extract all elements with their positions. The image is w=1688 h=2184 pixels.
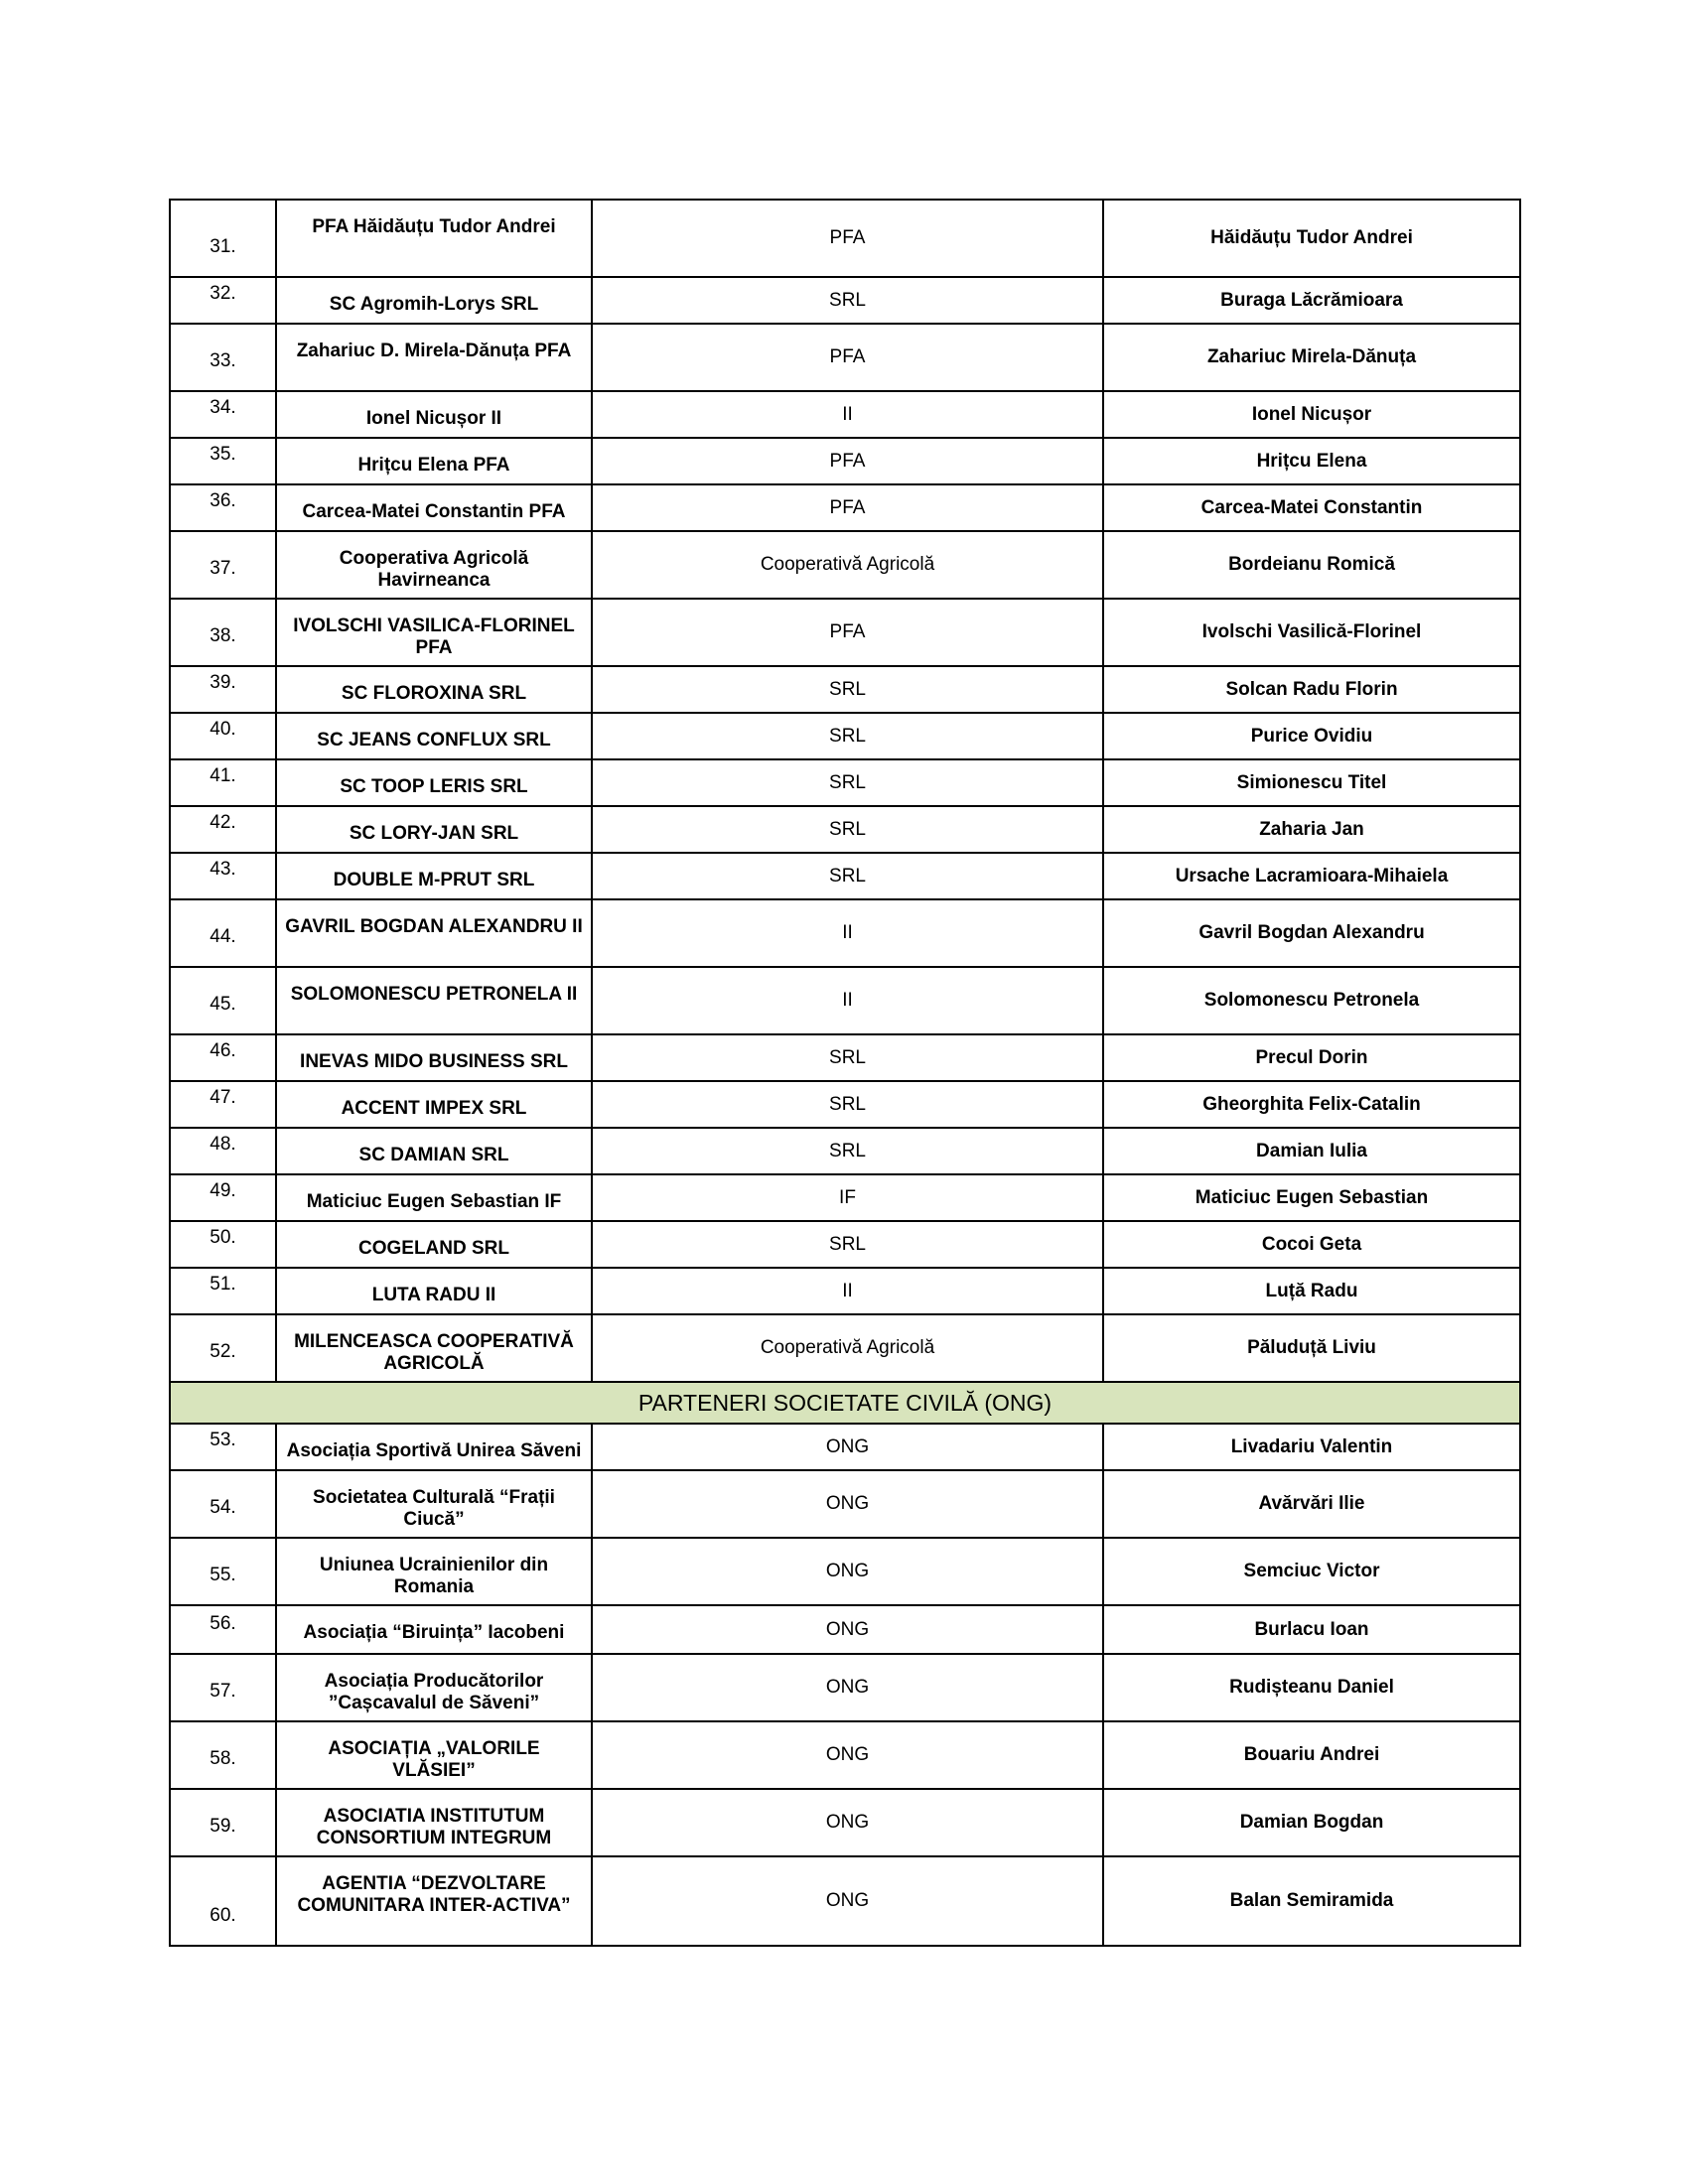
legal-form: SRL <box>592 277 1103 324</box>
row-number: 57. <box>170 1654 276 1721</box>
legal-form: PFA <box>592 438 1103 484</box>
legal-form: PFA <box>592 484 1103 531</box>
legal-representative: Cocoi Geta <box>1103 1221 1520 1268</box>
legal-form: PFA <box>592 599 1103 666</box>
section-title: PARTENERI SOCIETATE CIVILĂ (ONG) <box>170 1382 1520 1424</box>
legal-representative: Semciuc Victor <box>1103 1538 1520 1605</box>
row-number: 38. <box>170 599 276 666</box>
legal-representative: Avărvări Ilie <box>1103 1470 1520 1538</box>
legal-form: ONG <box>592 1470 1103 1538</box>
legal-representative: Maticiuc Eugen Sebastian <box>1103 1174 1520 1221</box>
row-number: 33. <box>170 324 276 391</box>
legal-form: II <box>592 967 1103 1034</box>
table-row <box>170 1470 1520 1538</box>
table-row <box>170 1034 1520 1081</box>
partner-name: IVOLSCHI VASILICA-FLORINEL PFA <box>276 599 592 666</box>
legal-form: IF <box>592 1174 1103 1221</box>
legal-form: II <box>592 391 1103 438</box>
row-number: 48. <box>170 1128 276 1174</box>
legal-form: Cooperativă Agricolă <box>592 531 1103 599</box>
section-header-row <box>170 1382 1520 1424</box>
table-row <box>170 1314 1520 1382</box>
legal-form: ONG <box>592 1721 1103 1789</box>
legal-form: Cooperativă Agricolă <box>592 1314 1103 1382</box>
row-number: 40. <box>170 713 276 759</box>
legal-representative: Simionescu Titel <box>1103 759 1520 806</box>
table-row <box>170 1174 1520 1221</box>
partner-name: Ionel Nicușor II <box>276 391 592 438</box>
table-row <box>170 200 1520 277</box>
partner-name: Cooperativa Agricolă Havirneanca <box>276 531 592 599</box>
row-number: 49. <box>170 1174 276 1221</box>
table-row <box>170 1605 1520 1654</box>
row-number: 47. <box>170 1081 276 1128</box>
legal-representative: Buraga Lăcrămioara <box>1103 277 1520 324</box>
legal-form: ONG <box>592 1538 1103 1605</box>
legal-representative: Bouariu Andrei <box>1103 1721 1520 1789</box>
row-number: 54. <box>170 1470 276 1538</box>
row-number: 45. <box>170 967 276 1034</box>
row-number: 46. <box>170 1034 276 1081</box>
partner-name: SC Agromih-Lorys SRL <box>276 277 592 324</box>
legal-form: PFA <box>592 324 1103 391</box>
table-row <box>170 806 1520 853</box>
row-number: 31. <box>170 200 276 277</box>
partner-name: INEVAS MIDO BUSINESS SRL <box>276 1034 592 1081</box>
legal-representative: Damian Iulia <box>1103 1128 1520 1174</box>
legal-representative: Balan Semiramida <box>1103 1856 1520 1946</box>
legal-representative: Precul Dorin <box>1103 1034 1520 1081</box>
legal-representative: Damian Bogdan <box>1103 1789 1520 1856</box>
legal-form: ONG <box>592 1424 1103 1470</box>
partners-table <box>169 199 1521 1947</box>
table-row <box>170 1721 1520 1789</box>
row-number: 37. <box>170 531 276 599</box>
table-row <box>170 484 1520 531</box>
row-number: 34. <box>170 391 276 438</box>
table-row <box>170 438 1520 484</box>
table-row <box>170 1538 1520 1605</box>
partner-name: ACCENT IMPEX SRL <box>276 1081 592 1128</box>
partner-name: AGENTIA “DEZVOLTARE COMUNITARA INTER-ACTIVA” <box>276 1856 592 1946</box>
row-number: 35. <box>170 438 276 484</box>
table-row <box>170 1221 1520 1268</box>
partner-name: SC FLOROXINA SRL <box>276 666 592 713</box>
partner-name: Asociația Sportivă Unirea Săveni <box>276 1424 592 1470</box>
legal-representative: Zahariuc Mirela-Dănuța <box>1103 324 1520 391</box>
row-number: 58. <box>170 1721 276 1789</box>
table-row <box>170 1081 1520 1128</box>
partner-name: Carcea-Matei Constantin PFA <box>276 484 592 531</box>
legal-representative: Gheorghita Felix-Catalin <box>1103 1081 1520 1128</box>
table-row <box>170 1128 1520 1174</box>
legal-form: SRL <box>592 1034 1103 1081</box>
legal-form: ONG <box>592 1654 1103 1721</box>
row-number: 59. <box>170 1789 276 1856</box>
partner-name: Uniunea Ucrainienilor din Romania <box>276 1538 592 1605</box>
legal-representative: Ivolschi Vasilică-Florinel <box>1103 599 1520 666</box>
legal-form: SRL <box>592 713 1103 759</box>
partner-name: SC LORY-JAN SRL <box>276 806 592 853</box>
legal-representative: Păluduță Liviu <box>1103 1314 1520 1382</box>
legal-form: SRL <box>592 1081 1103 1128</box>
partner-name: SC TOOP LERIS SRL <box>276 759 592 806</box>
table-row <box>170 1789 1520 1856</box>
table-row <box>170 666 1520 713</box>
row-number: 42. <box>170 806 276 853</box>
partner-name: PFA Hăidăuțu Tudor Andrei <box>276 200 592 277</box>
row-number: 56. <box>170 1605 276 1654</box>
row-number: 60. <box>170 1856 276 1946</box>
table-row <box>170 967 1520 1034</box>
table-row <box>170 853 1520 899</box>
partner-name: Asociația Producătorilor ”Cașcavalul de Săveni” <box>276 1654 592 1721</box>
table-row <box>170 277 1520 324</box>
table-row <box>170 899 1520 967</box>
table-row <box>170 1856 1520 1946</box>
legal-form: SRL <box>592 1128 1103 1174</box>
legal-form: SRL <box>592 806 1103 853</box>
legal-form: II <box>592 1268 1103 1314</box>
legal-representative: Solcan Radu Florin <box>1103 666 1520 713</box>
row-number: 43. <box>170 853 276 899</box>
row-number: 44. <box>170 899 276 967</box>
legal-representative: Gavril Bogdan Alexandru <box>1103 899 1520 967</box>
row-number: 50. <box>170 1221 276 1268</box>
partner-name: GAVRIL BOGDAN ALEXANDRU II <box>276 899 592 967</box>
legal-form: ONG <box>592 1605 1103 1654</box>
row-number: 53. <box>170 1424 276 1470</box>
partner-name: Maticiuc Eugen Sebastian IF <box>276 1174 592 1221</box>
partner-name: Zahariuc D. Mirela-Dănuța PFA <box>276 324 592 391</box>
table-row <box>170 324 1520 391</box>
legal-form: SRL <box>592 759 1103 806</box>
legal-representative: Luță Radu <box>1103 1268 1520 1314</box>
partner-name: Societatea Culturală “Frații Ciucă” <box>276 1470 592 1538</box>
legal-representative: Hăidăuțu Tudor Andrei <box>1103 200 1520 277</box>
row-number: 55. <box>170 1538 276 1605</box>
partners-table-body <box>170 200 1520 1946</box>
row-number: 36. <box>170 484 276 531</box>
partner-name: ASOCIATIA INSTITUTUM CONSORTIUM INTEGRUM <box>276 1789 592 1856</box>
partner-name: SC JEANS CONFLUX SRL <box>276 713 592 759</box>
legal-representative: Purice Ovidiu <box>1103 713 1520 759</box>
partner-name: MILENCEASCA COOPERATIVĂ AGRICOLĂ <box>276 1314 592 1382</box>
legal-representative: Livadariu Valentin <box>1103 1424 1520 1470</box>
table-row <box>170 713 1520 759</box>
row-number: 32. <box>170 277 276 324</box>
row-number: 51. <box>170 1268 276 1314</box>
partner-name: DOUBLE M-PRUT SRL <box>276 853 592 899</box>
legal-form: II <box>592 899 1103 967</box>
legal-representative: Ursache Lacramioara-Mihaiela <box>1103 853 1520 899</box>
legal-form: ONG <box>592 1856 1103 1946</box>
legal-form: SRL <box>592 1221 1103 1268</box>
legal-representative: Carcea-Matei Constantin <box>1103 484 1520 531</box>
partner-name: COGELAND SRL <box>276 1221 592 1268</box>
legal-form: SRL <box>592 666 1103 713</box>
row-number: 39. <box>170 666 276 713</box>
legal-form: PFA <box>592 200 1103 277</box>
legal-form: SRL <box>592 853 1103 899</box>
legal-representative: Rudișteanu Daniel <box>1103 1654 1520 1721</box>
legal-representative: Ionel Nicușor <box>1103 391 1520 438</box>
legal-representative: Burlacu Ioan <box>1103 1605 1520 1654</box>
legal-form: ONG <box>592 1789 1103 1856</box>
partner-name: Asociația “Biruința” Iacobeni <box>276 1605 592 1654</box>
partner-name: Hrițcu Elena PFA <box>276 438 592 484</box>
table-row <box>170 531 1520 599</box>
partner-name: SC DAMIAN SRL <box>276 1128 592 1174</box>
table-row <box>170 1424 1520 1470</box>
row-number: 52. <box>170 1314 276 1382</box>
partner-name: LUTA RADU II <box>276 1268 592 1314</box>
table-row <box>170 391 1520 438</box>
legal-representative: Zaharia Jan <box>1103 806 1520 853</box>
partner-name: ASOCIAȚIA „VALORILE VLĂSIEI” <box>276 1721 592 1789</box>
table-row <box>170 759 1520 806</box>
row-number: 41. <box>170 759 276 806</box>
table-row <box>170 599 1520 666</box>
partner-name: SOLOMONESCU PETRONELA II <box>276 967 592 1034</box>
table-row <box>170 1654 1520 1721</box>
table-row <box>170 1268 1520 1314</box>
legal-representative: Bordeianu Romică <box>1103 531 1520 599</box>
legal-representative: Solomonescu Petronela <box>1103 967 1520 1034</box>
legal-representative: Hrițcu Elena <box>1103 438 1520 484</box>
